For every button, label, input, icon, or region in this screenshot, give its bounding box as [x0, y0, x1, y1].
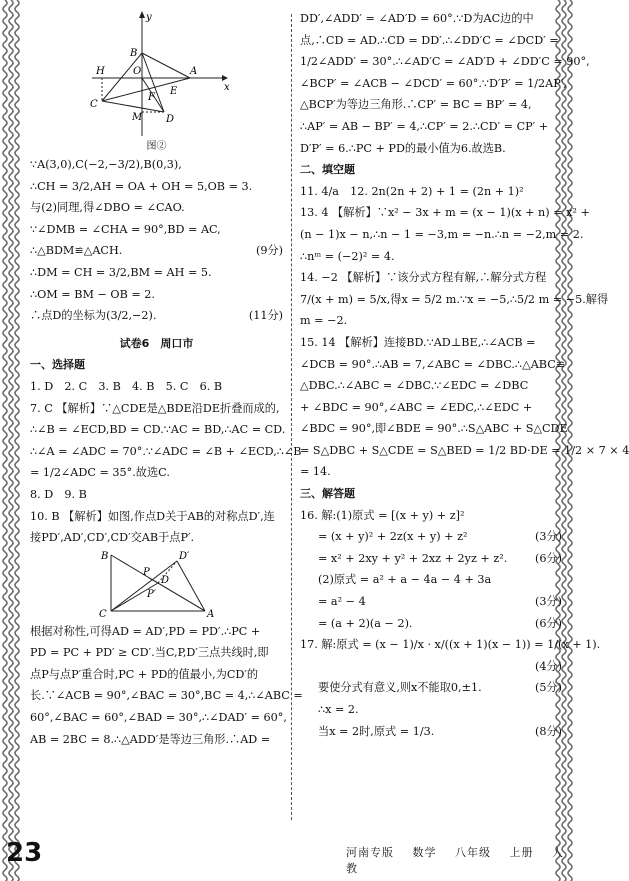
left-line-2: ∴CH = 3/2,AH = OA + OH = 5,OB = 3. [30, 179, 253, 193]
q10b-line-3: 点P与点P′重合时,PC + PD的值最小,为CD′的 [30, 667, 259, 681]
right-top-line-3: 1/2∠ADD′ = 30°.∴∠AD′C = ∠AD′D + ∠DD′C = 90°, [300, 55, 590, 69]
score-11: (11分) [248, 309, 283, 323]
q15-line-2: ∠DCB = 90°.∴AB = 7,∠ABC = ∠DBC.∴△ABC≌ [300, 357, 566, 371]
fig2-label-O: O [132, 66, 141, 77]
footer-edition: 河南专版 [346, 846, 394, 859]
q16-row-3 [300, 548, 562, 570]
figure-q10-triangle [97, 549, 217, 621]
left-line-5: ∴△BDM≌△ACH. [30, 244, 123, 258]
right-top-line-1: DD′,∠ADD′ = ∠AD′D = 60°.∵D为AC边的中 [300, 12, 534, 25]
left-column [30, 8, 303, 750]
q16-row-1 [300, 505, 562, 527]
fig2-label-D: D [165, 114, 174, 125]
footer-publisher: 人教 [346, 846, 564, 875]
q7-line-3: ∴∠A = ∠ADC = 70°.∵∠ADC = ∠B + ∠ECD,∴∠B [30, 444, 302, 458]
figure-2-coordinate-diagram [82, 8, 232, 140]
q15-line-6: = S△DBC + S△CDE = S△BED = 1/2 BD·DE = 1/2 × 7 × 4 [300, 443, 629, 457]
q13-line-3: ∴nᵐ = (−2)² = 4. [300, 249, 395, 263]
left-line-3: 与(2)同理,得∠DBO = ∠CAO. [30, 201, 185, 215]
right-top-line-2: 点,∴CD = AD.∴CD = DD′.∴∠DD′C = ∠DCD′ = [300, 33, 559, 47]
q10b-line-2: PD = PC + PD′ ≥ CD′.当C,P,D′三点共线时,即 [30, 646, 269, 660]
q7-line-1: 7. C 【解析】∵△CDE是△BDE沿DE折叠而成的, [30, 401, 280, 415]
fig2-label-B: B [129, 48, 137, 59]
q17-row-1 [300, 634, 601, 656]
q15-line-4: + ∠BDC = 90°,∠ABC = ∠EDC,∴∠EDC + [300, 400, 533, 414]
exam-title: 试卷6 周口市 [119, 336, 194, 350]
fig2-label-C: C [89, 99, 98, 110]
left-line-8-row [30, 305, 283, 327]
fig2-label-A: A [189, 66, 197, 77]
q17-text-3: 要使分式有意义,则x不能取0,±1. [318, 681, 482, 695]
q16-text-3: = x² + 2xy + y² + 2xz + 2yz + z². [318, 551, 508, 565]
q16-score-5: (3分) [534, 595, 562, 609]
wave-stroke [15, 0, 19, 881]
q13-line-2: (n − 1)x − n,∴n − 1 = −3,m = −n.∴n = −2,m = 2. [300, 227, 584, 241]
fig10-label-B: B [100, 550, 108, 562]
footer-subject: 数学 [412, 846, 437, 859]
q14-line-2: 7/(x + m) = 5/x,得x = 5/2 m.∵x = −5,∴5/2 m = −5.解得 [300, 292, 609, 306]
q16-score-2: (3分) [534, 530, 562, 544]
right-top-line-5: △BCP′为等边三角形.∴CP′ = BC = BP′ = 4, [300, 98, 532, 112]
q15-line-3: △DBC.∴∠ABC = ∠DBC.∵∠EDC = ∠DBC [300, 379, 529, 393]
left-line-7: ∴OM = BM − OB = 2. [30, 287, 155, 301]
wave-stroke [9, 0, 13, 881]
answers-8-9: 8. D 9. B [30, 487, 87, 501]
q16-row-5 [300, 591, 562, 613]
answers-1-6: 1. D 2. C 3. B 4. B 5. C 6. B [30, 379, 223, 393]
q16-row-2 [300, 526, 562, 548]
page-number: 23 [6, 838, 43, 868]
right-top-line-6: ∴AP′ = AB − BP′ = 4,∴CP′ = 2.∴CD′ = CP′ + [300, 119, 549, 133]
figure-2-caption: 图② [146, 141, 167, 152]
fig2-label-x: x [223, 82, 230, 93]
left-wavy-border [0, 0, 26, 881]
left-line-4: ∵∠DMB = ∠CHA = 90°,BD = AC, [30, 222, 221, 236]
q10b-line-6: AB = 2BC = 8.∴△ADD′是等边三角形.∴AD = [30, 732, 271, 746]
q10b-line-4: 长.∵∠ACB = 90°,∠BAC = 30°,BC = 4,∴∠ABC = [30, 689, 303, 703]
q16-row-4 [300, 569, 562, 591]
q10-line-2: 接PD′,AD′,CD′,CD′交AB于点P′. [30, 531, 195, 545]
q13-line-1: 13. 4 【解析】∵x² − 3x + m = (x − 1)(x + n) = x² + [300, 206, 590, 220]
wave-stroke [3, 0, 7, 881]
q16-text-6: = (a + 2)(a − 2). [318, 616, 413, 630]
wave-stroke [562, 0, 566, 881]
page-footer [0, 836, 575, 881]
q11-q12: 11. 4/a 12. 2n(2n + 2) + 1 = (2n + 1)² [300, 184, 524, 198]
q17-row-2 [300, 656, 562, 678]
fig2-label-E: E [169, 86, 177, 97]
fig10-label-P1: P′ [146, 588, 156, 600]
right-top-line-7: D′P′ = 6.∴PC + PD的最小值为6.故选B. [300, 141, 506, 155]
q7-line-4: = 1/2∠ADC = 35°.故选C. [30, 466, 170, 480]
section-choice-heading: 一、选择题 [30, 358, 85, 372]
q17-text-1: 17. 解:原式 = (x − 1)/x · x/((x + 1)(x − 1)) = 1/(x + 1). [300, 638, 601, 652]
footer-meta [346, 844, 575, 876]
q16-text-5: = a² − 4 [318, 595, 366, 609]
left-line-6: ∴DM = CH = 3/2,BM = AH = 5. [30, 265, 212, 279]
q17-row-5 [300, 721, 562, 743]
fig10-label-C: C [98, 608, 107, 620]
fig2-label-M: M [131, 112, 142, 123]
wave-stroke [568, 0, 572, 881]
q17-text-4: ∴x = 2. [318, 703, 359, 716]
q16-score-6: (6分) [534, 616, 562, 630]
q17-row-3 [300, 677, 562, 699]
q17-score-3: (5分) [534, 681, 562, 695]
score-9: (9分) [255, 244, 283, 258]
q14-line-3: m = −2. [300, 314, 348, 328]
fig10-label-D1: D′ [178, 550, 189, 562]
footer-grade: 八年级 [455, 846, 491, 859]
fig10-label-A: A [206, 608, 214, 620]
footer-term: 上册 [509, 846, 534, 859]
q16-text-2: = (x + y)² + 2z(x + y) + z² [318, 530, 468, 544]
right-top-line-4: ∠BCP′ = ∠ACB − ∠DCD′ = 60°.∵D′P′ = 1/2AP′, [300, 76, 567, 90]
q16-text-4: (2)原式 = a² + a − 4a − 4 + 3a [318, 573, 492, 587]
q7-line-2: ∴∠B = ∠ECD,BD = CD.∵AC = BD,∴AC = CD. [30, 423, 286, 437]
q17-score-2: (4分) [534, 659, 562, 673]
q17-text-5: 当x = 2时,原式 = 1/3. [318, 724, 435, 738]
left-line-5-row [30, 240, 283, 262]
fig2-label-F: F [147, 92, 155, 103]
left-line-1: ∵A(3,0),C(−2,−3/2),B(0,3), [30, 158, 182, 171]
q17-score-5: (8分) [534, 724, 562, 738]
q10b-line-5: 60°,∠BAC = 60°,∠BAD = 30°,∴∠DAD′ = 60°, [30, 711, 287, 725]
q15-line-7: = 14. [300, 465, 331, 479]
fig10-label-D: D [160, 574, 169, 586]
q16-score-3: (6分) [534, 551, 562, 565]
q10-line-1: 10. B 【解析】如图,作点D关于AB的对称点D′,连 [30, 509, 275, 523]
section-fill-heading: 二、填空题 [300, 163, 355, 177]
fig2-label-y: y [145, 12, 152, 23]
q16-row-6 [300, 613, 562, 635]
right-column [300, 8, 629, 742]
q17-row-4 [300, 699, 562, 721]
q14-line-1: 14. −2 【解析】∵该分式方程有解,∴解分式方程 [300, 271, 547, 285]
fig10-label-P: P [142, 566, 150, 578]
section-solve-heading: 三、解答题 [300, 487, 355, 501]
q10b-line-1: 根据对称性,可得AD = AD′,PD = PD′.∴PC + [30, 624, 261, 638]
q15-line-1: 15. 14 【解析】连接BD.∵AD⊥BE,∴∠ACB = [300, 335, 536, 349]
fig2-label-H: H [95, 66, 105, 77]
q15-line-5: ∠BDC = 90°,即∠BDE = 90°.∴S△ABC + S△CDE [300, 422, 568, 436]
q16-text-1: 16. 解:(1)原式 = [(x + y) + z]² [300, 508, 465, 522]
left-line-8: ∴点D的坐标为(3/2,−2). [30, 309, 157, 323]
